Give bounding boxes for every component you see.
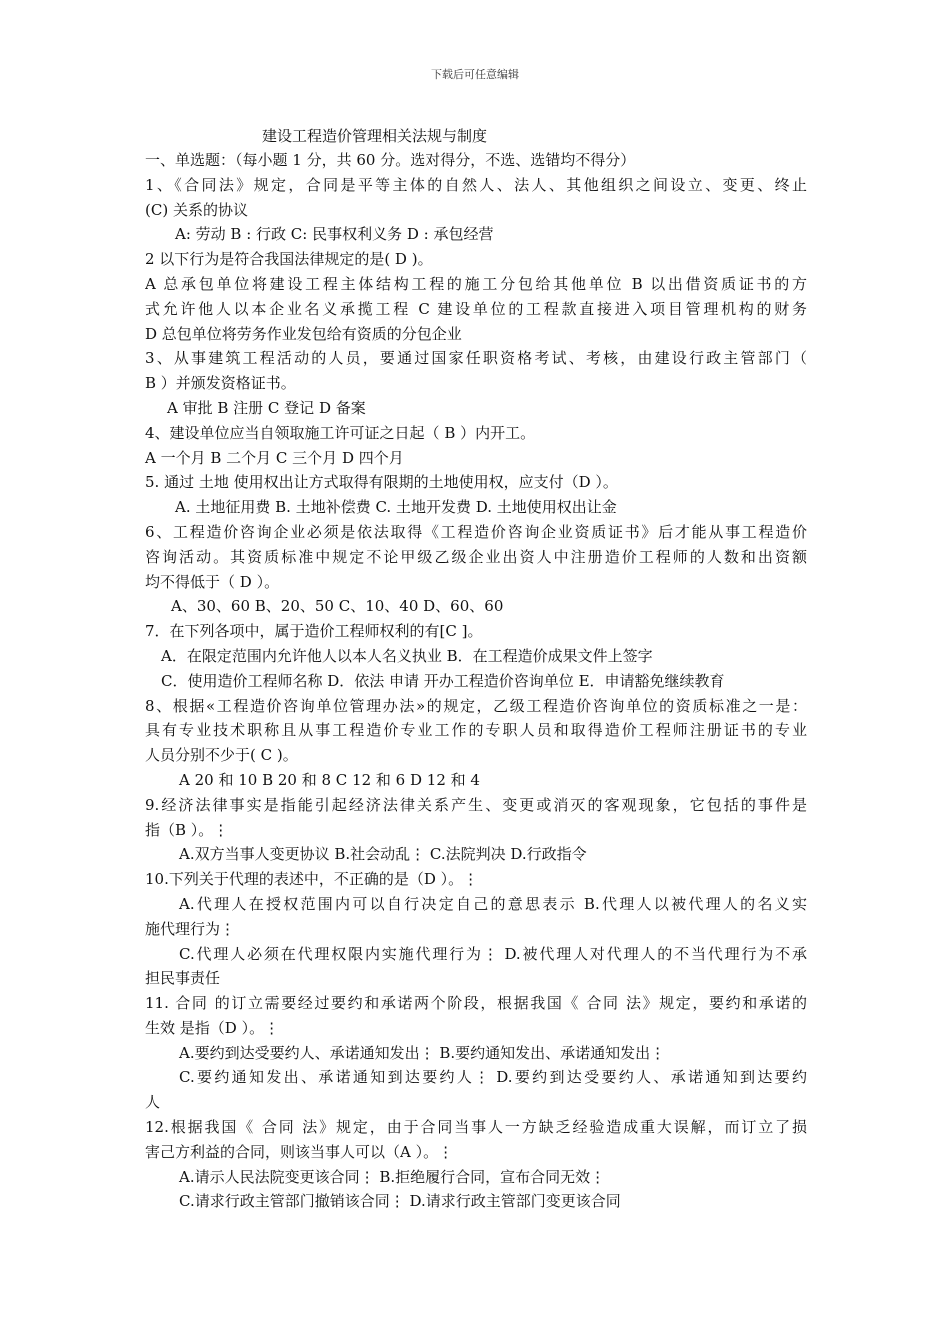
text-line: (C) 关系的协议 (145, 200, 248, 219)
text-line: A 总承包单位将建设工程主体结构工程的施工分包给其他单位 B 以出借资质证书的方 (145, 274, 807, 293)
text-line: 12.根据我国《 合同 法》规定，由于合同当事人一方缺乏经验造成重大误解，而订立了损 (145, 1118, 807, 1137)
text-line: A 20 和 10 B 20 和 8 C 12 和 6 D 12 和 4 (179, 770, 480, 789)
text-line: 生效 是指（D ）。⋮ (145, 1018, 280, 1037)
text-line: 施代理行为⋮ (145, 919, 236, 938)
text-line: 担民事责任 (145, 969, 221, 988)
text-line: C.请求行政主管部门撤销该合同⋮ D.请求行政主管部门变更该合同 (179, 1192, 621, 1211)
text-line: A、30、60 B、20、50 C、10、40 D、60、60 (171, 597, 504, 616)
text-line: A.请示人民法院变更该合同⋮ B.拒绝履行合同，宣布合同无效⋮ (179, 1167, 606, 1186)
text-line: 9.经济法律事实是指能引起经济法律关系产生、变更或消灭的客观现象，它包括的事件是 (145, 795, 807, 814)
text-line: 1、《合同法》规定，合同是平等主体的自然人、法人、其他组织之间设立、变更、终止 (145, 175, 807, 194)
text-line: D 总包单位将劳务作业发包给有资质的分包企业 (145, 324, 462, 343)
text-line: 4、建设单位应当自领取施工许可证之日起（ B ）内开工。 (145, 423, 536, 442)
text-line: 8、根据«工程造价咨询单位管理办法»的规定，乙级工程造价咨询单位的资质标准之一是： (145, 696, 807, 715)
text-line: 具有专业技术职称且从事工程造价专业工作的专职人员和取得造价工程师注册证书的专业 (145, 721, 807, 740)
text-line: A 一个月 B 二个月 C 三个月 D 四个月 (145, 448, 404, 467)
text-line: C.代理人必须在代理权限内实施代理行为⋮ D.被代理人对代理人的不当代理行为不承 (179, 944, 807, 963)
text-line: C.要约通知发出、承诺通知到达要约人⋮ D.要约到达受要约人、承诺通知到达要约 (179, 1068, 807, 1087)
text-line: 害己方利益的合同，则该当事人可以（A ）。⋮ (145, 1142, 454, 1161)
text-line: A．在限定范围内允许他人以本人名义执业 B．在工程造价成果文件上签字 (161, 646, 653, 665)
page-header: 下载后可任意编辑 (431, 68, 519, 81)
text-line: 5. 通过 土地 使用权出让方式取得有限期的土地使用权，应支付（D ）。 (145, 473, 618, 492)
text-line: 3、从事建筑工程活动的人员，要通过国家任职资格考试、考核，由建设行政主管部门（ (145, 349, 807, 368)
text-line: 式允许他人以本企业名义承揽工程 C 建设单位的工程款直接进入项目管理机构的财务 (145, 299, 807, 318)
text-line: 人员分别不少于( C )。 (145, 746, 298, 765)
text-line: C．使用造价工程师名称 D．依法 申请 开办工程造价咨询单位 E．申请豁免继续教育 (161, 671, 725, 690)
text-line: A 审批 B 注册 C 登记 D 备案 (167, 398, 366, 417)
text-line: 一、单选题：（每小题 1 分，共 60 分。选对得分，不选、选错均不得分） (145, 151, 636, 169)
text-line: 6、工程造价咨询企业必须是依法取得《工程造价咨询企业资质证书》后才能从事工程造价 (145, 522, 807, 541)
text-line: 指（B ）。⋮ (145, 820, 229, 839)
text-line: 2 以下行为是符合我国法律规定的是( D )。 (145, 250, 433, 269)
text-line: A. 土地征用费 B. 土地补偿费 C. 土地开发费 D. 土地使用权出让金 (175, 498, 617, 517)
text-line: 人 (145, 1093, 161, 1112)
text-line: A.要约到达受要约人、承诺通知发出⋮ B.要约通知发出、承诺通知发出⋮ (179, 1043, 666, 1062)
text-line: A.代理人在授权范围内可以自行决定自己的意思表示 B.代理人以被代理人的名义实 (179, 894, 807, 913)
document-title: 建设工程造价管理相关法规与制度 (262, 127, 488, 145)
text-line: 10.下列关于代理的表述中，不正确的是（D ）。⋮ (145, 870, 479, 889)
text-line: A.双方当事人变更协议 B.社会动乱⋮ C.法院判决 D.行政指令 (179, 845, 587, 864)
text-line: B ）并颁发资格证书。 (145, 374, 296, 393)
text-line: 7．在下列各项中，属于造价工程师权利的有[C ]。 (145, 622, 483, 641)
text-line: 均不得低于（ D ）。 (145, 572, 280, 591)
text-line: A: 劳动 B : 行政 C: 民事权利义务 D : 承包经营 (175, 225, 494, 244)
document-body (145, 148, 807, 1214)
text-line: 11. 合同 的订立需要经过要约和承诺两个阶段，根据我国《 合同 法》规定，要约和承诺的 (145, 994, 807, 1013)
text-line: 咨询活动。其资质标准中规定不论甲级乙级企业出资人中注册造价工程师的人数和出资额 (145, 547, 807, 566)
